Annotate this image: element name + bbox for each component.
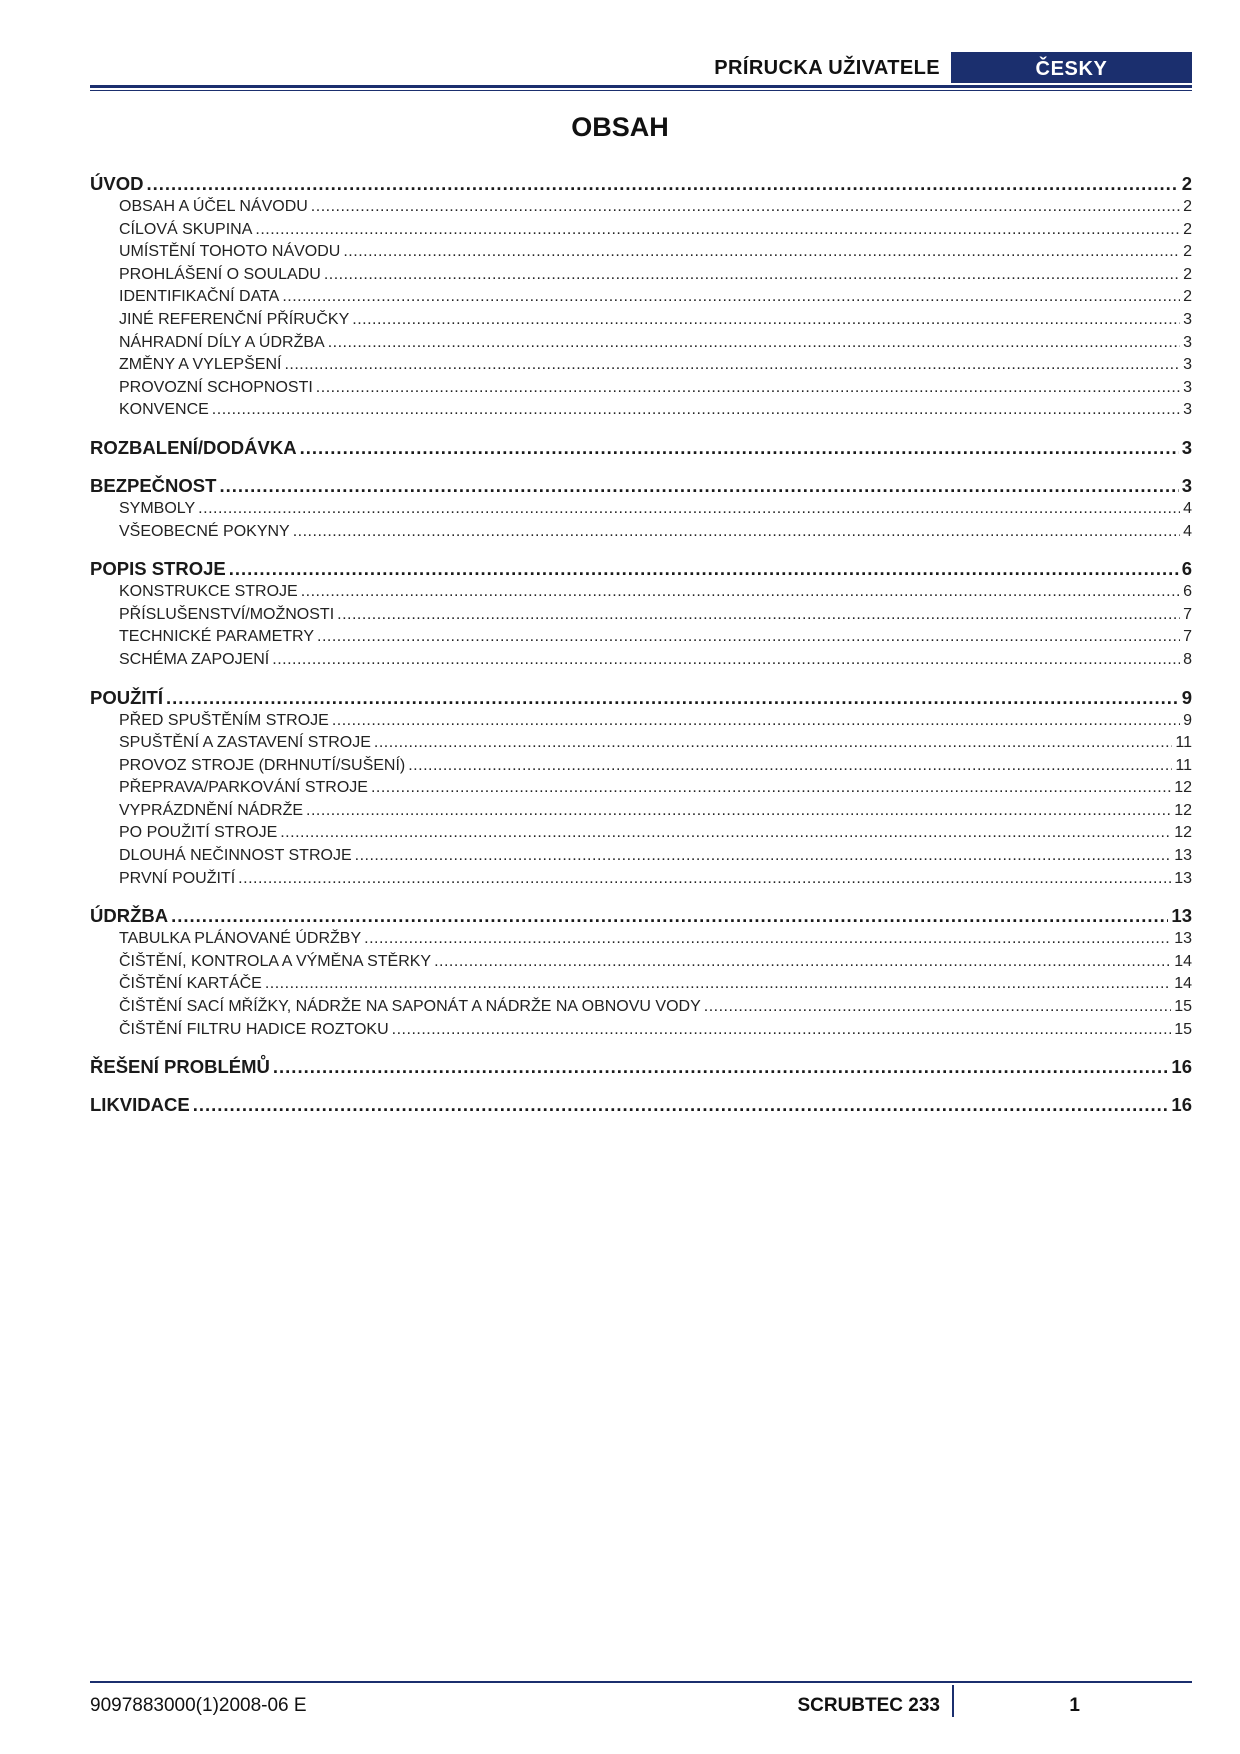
toc-section — [90, 686, 1192, 891]
toc-leader-dots — [272, 649, 1180, 672]
toc-subsection-page: 14 — [1174, 975, 1192, 993]
model-name: SCRUBTEC 233 — [797, 1695, 940, 1716]
toc-subsection-entry[interactable] — [90, 219, 1192, 242]
toc-chapter-title: POUŽITÍ — [90, 686, 163, 708]
toc-subsection-title: PRVNÍ POUŽITÍ — [119, 869, 236, 887]
toc-leader-dots — [282, 286, 1180, 309]
toc-subsection-page: 2 — [1183, 198, 1192, 215]
toc-leader-dots — [355, 845, 1172, 868]
toc-subsection-title: ČIŠTĚNÍ SACÍ MŘÍŽKY, NÁDRŽE NA SAPONÁT A NÁDRŽE NA OBNOVU VODY — [119, 998, 701, 1016]
toc-leader-dots — [328, 332, 1180, 355]
toc-section — [90, 557, 1192, 671]
toc-chapter-entry[interactable] — [90, 1093, 1192, 1117]
toc-subsection-entry[interactable] — [90, 996, 1192, 1019]
toc-leader-dots — [392, 1019, 1172, 1042]
toc-subsection-entry[interactable] — [90, 951, 1192, 974]
toc-chapter-title: POPIS STROJE — [90, 558, 226, 580]
toc-leader-dots — [434, 951, 1171, 974]
toc-chapter-page: 16 — [1171, 1094, 1192, 1116]
toc-leader-dots — [300, 436, 1179, 460]
toc-leader-dots — [284, 354, 1180, 377]
toc-subsection-page: 3 — [1183, 401, 1192, 419]
toc-subsection-entry[interactable] — [90, 822, 1192, 845]
toc-leader-dots — [238, 868, 1171, 891]
toc-subsection-entry[interactable] — [90, 286, 1192, 309]
footer-divider — [90, 1681, 1192, 1683]
toc-subsection-entry[interactable] — [90, 399, 1192, 422]
toc-leader-dots — [193, 1093, 1169, 1117]
toc-subsection-entry[interactable] — [90, 1019, 1192, 1042]
toc-subsection-title: ČIŠTĚNÍ, KONTROLA A VÝMĚNA STĚRKY — [119, 952, 432, 970]
toc-subsection-page: 6 — [1183, 583, 1192, 601]
toc-leader-dots — [311, 196, 1180, 219]
toc-leader-dots — [301, 581, 1180, 604]
toc-chapter-entry[interactable] — [90, 557, 1192, 581]
toc-subsection-page: 2 — [1183, 243, 1192, 261]
toc-subsection-page: 13 — [1174, 869, 1192, 887]
toc-subsection-title: ZMĚNY A VYLEPŠENÍ — [119, 356, 282, 374]
toc-subsection-entry[interactable] — [90, 264, 1192, 287]
toc-subsection-title: VYPRÁZDNĚNÍ NÁDRŽE — [119, 801, 304, 819]
toc-subsection-entry[interactable] — [90, 928, 1192, 951]
toc-chapter-entry[interactable] — [90, 474, 1192, 498]
toc-subsection-title: UMÍSTĚNÍ TOHOTO NÁVODU — [119, 243, 341, 261]
toc-subsection-page: 13 — [1174, 847, 1192, 865]
toc-subsection-title: PROVOZNÍ SCHOPNOSTI — [119, 378, 313, 396]
toc-subsection-entry[interactable] — [90, 521, 1192, 544]
toc-subsection-title: TABULKA PLÁNOVANÉ ÚDRŽBY — [119, 930, 362, 948]
toc-leader-dots — [408, 755, 1172, 778]
toc-subsection-title: CÍLOVÁ SKUPINA — [119, 220, 253, 238]
toc-subsection-page: 15 — [1174, 1020, 1192, 1038]
page-header — [90, 52, 1192, 92]
toc-subsection-page: 4 — [1183, 522, 1192, 540]
toc-leader-dots — [293, 521, 1180, 544]
toc-subsection-title: SCHÉMA ZAPOJENÍ — [119, 650, 270, 668]
toc-subsection-entry[interactable] — [90, 755, 1192, 778]
toc-chapter-page: 3 — [1181, 436, 1192, 458]
toc-subsection-entry[interactable] — [90, 354, 1192, 377]
toc-subsection-entry[interactable] — [90, 710, 1192, 733]
toc-leader-dots — [265, 973, 1171, 996]
toc-leader-dots — [371, 777, 1171, 800]
toc-leader-dots — [306, 800, 1171, 823]
toc-leader-dots — [332, 710, 1180, 733]
toc-subsection-entry[interactable] — [90, 377, 1192, 400]
toc-chapter-title: BEZPEČNOST — [90, 474, 217, 496]
toc-subsection-page: 8 — [1183, 650, 1192, 668]
toc-subsection-page: 11 — [1175, 756, 1192, 774]
toc-subsection-entry[interactable] — [90, 581, 1192, 604]
toc-subsection-title: NÁHRADNÍ DÍLY A ÚDRŽBA — [119, 333, 325, 351]
toc-subsection-page: 12 — [1174, 801, 1192, 819]
toc-chapter-entry[interactable] — [90, 172, 1192, 196]
toc-subsection-title: JINÉ REFERENČNÍ PŘÍRUČKY — [119, 310, 350, 328]
toc-leader-dots — [171, 904, 1168, 928]
toc-subsection-entry[interactable] — [90, 332, 1192, 355]
toc-subsection-entry[interactable] — [90, 604, 1192, 627]
toc-chapter-entry[interactable] — [90, 686, 1192, 710]
toc-subsection-page: 3 — [1183, 310, 1192, 328]
toc-subsection-title: KONVENCE — [119, 401, 209, 419]
toc-subsection-entry[interactable] — [90, 868, 1192, 891]
toc-leader-dots — [316, 377, 1180, 400]
toc-leader-dots — [146, 172, 1178, 196]
toc-subsection-title: PŘEPRAVA/PARKOVÁNÍ STROJE — [119, 779, 368, 797]
toc-subsection-title: TECHNICKÉ PARAMETRY — [119, 628, 314, 646]
toc-subsection-entry[interactable] — [90, 732, 1192, 755]
document-code: 9097883000(1)2008-06 E — [90, 1695, 307, 1716]
toc-leader-dots — [219, 474, 1178, 498]
toc-chapter-page: 9 — [1181, 686, 1192, 708]
toc-subsection-entry[interactable] — [90, 626, 1192, 649]
toc-subsection-page: 12 — [1174, 779, 1192, 797]
toc-chapter-title: LIKVIDACE — [90, 1094, 190, 1116]
toc-chapter-title: ŘEŠENÍ PROBLÉMŮ — [90, 1056, 270, 1078]
toc-subsection-page: 15 — [1174, 998, 1192, 1016]
toc-subsection-page: 4 — [1183, 499, 1192, 517]
toc-chapter-page: 2 — [1181, 173, 1192, 194]
toc-leader-dots — [704, 996, 1171, 1019]
header-divider — [90, 85, 1192, 88]
toc-subsection-page: 14 — [1174, 952, 1192, 970]
toc-subsection-title: DLOUHÁ NEČINNOST STROJE — [119, 847, 352, 865]
toc-subsection-page: 9 — [1183, 711, 1192, 729]
toc-subsection-title: PŘÍSLUŠENSTVÍ/MOŽNOSTI — [119, 605, 335, 623]
toc-subsection-page: 3 — [1183, 333, 1192, 351]
toc-chapter-page: 6 — [1181, 558, 1192, 580]
toc-subsection-page: 12 — [1174, 824, 1192, 842]
toc-subsection-title: PO POUŽITÍ STROJE — [119, 824, 278, 842]
toc-leader-dots — [317, 626, 1180, 649]
toc-subsection-page: 3 — [1183, 378, 1192, 396]
table-of-contents — [90, 172, 1192, 1131]
toc-leader-dots — [212, 399, 1180, 422]
toc-leader-dots — [255, 219, 1180, 242]
toc-subsection-entry[interactable] — [90, 777, 1192, 800]
toc-leader-dots — [166, 686, 1179, 710]
toc-chapter-title: ROZBALENÍ/DODÁVKA — [90, 436, 297, 458]
toc-section — [90, 1093, 1192, 1117]
toc-subsection-page: 2 — [1183, 220, 1192, 238]
page-footer — [90, 1681, 1192, 1721]
toc-subsection-page: 13 — [1174, 930, 1192, 948]
toc-leader-dots — [374, 732, 1172, 755]
toc-section — [90, 172, 1192, 422]
toc-leader-dots — [364, 928, 1171, 951]
toc-subsection-title: IDENTIFIKAČNÍ DATA — [119, 288, 280, 306]
toc-subsection-title: VŠEOBECNÉ POKYNY — [119, 522, 290, 540]
header-divider-thin — [90, 90, 1192, 91]
toc-leader-dots — [280, 822, 1171, 845]
toc-chapter-page: 13 — [1171, 905, 1192, 927]
toc-subsection-entry[interactable] — [90, 973, 1192, 996]
toc-subsection-title: PROVOZ STROJE (DRHNUTÍ/SUŠENÍ) — [119, 756, 406, 774]
toc-chapter-page: 3 — [1181, 474, 1192, 496]
toc-leader-dots — [198, 498, 1180, 521]
footer-vertical-divider — [952, 1685, 954, 1717]
toc-leader-dots — [343, 241, 1180, 264]
toc-section — [90, 436, 1192, 460]
toc-subsection-entry[interactable] — [90, 309, 1192, 332]
toc-leader-dots — [337, 604, 1180, 627]
toc-section — [90, 1055, 1192, 1079]
toc-subsection-entry[interactable] — [90, 800, 1192, 823]
toc-subsection-title: ČIŠTĚNÍ KARTÁČE — [119, 975, 262, 993]
toc-leader-dots — [229, 557, 1179, 581]
toc-leader-dots — [352, 309, 1180, 332]
toc-subsection-title: KONSTRUKCE STROJE — [119, 583, 298, 601]
toc-subsection-page: 2 — [1183, 288, 1192, 306]
toc-subsection-page: 7 — [1183, 628, 1192, 646]
page-title: OBSAH — [571, 112, 669, 142]
toc-chapter-entry[interactable] — [90, 904, 1192, 928]
toc-section — [90, 904, 1192, 1041]
toc-chapter-title: ÚDRŽBA — [90, 905, 169, 927]
page-number: 1 — [1069, 1695, 1080, 1716]
language-badge: ČESKY — [951, 52, 1192, 83]
toc-subsection-entry[interactable] — [90, 845, 1192, 868]
manual-label: PRÍRUCKA UŽIVATELE — [714, 57, 940, 79]
toc-leader-dots — [273, 1055, 1169, 1079]
toc-chapter-title: ÚVOD — [90, 173, 144, 194]
toc-leader-dots — [324, 264, 1180, 287]
toc-subsection-entry[interactable] — [90, 241, 1192, 264]
toc-subsection-title: PŘED SPUŠTĚNÍM STROJE — [119, 711, 329, 729]
toc-subsection-entry[interactable] — [90, 196, 1192, 219]
toc-subsection-title: OBSAH A ÚČEL NÁVODU — [119, 198, 308, 215]
toc-subsection-page: 11 — [1175, 734, 1192, 752]
toc-chapter-page: 16 — [1171, 1056, 1192, 1078]
toc-subsection-entry[interactable] — [90, 498, 1192, 521]
toc-chapter-entry[interactable] — [90, 436, 1192, 460]
toc-subsection-page: 3 — [1183, 356, 1192, 374]
toc-subsection-title: SYMBOLY — [119, 499, 196, 517]
toc-subsection-page: 7 — [1183, 605, 1192, 623]
toc-subsection-entry[interactable] — [90, 649, 1192, 672]
toc-subsection-title: PROHLÁŠENÍ O SOULADU — [119, 265, 321, 283]
toc-subsection-page: 2 — [1183, 265, 1192, 283]
toc-subsection-title: ČIŠTĚNÍ FILTRU HADICE ROZTOKU — [119, 1020, 389, 1038]
toc-chapter-entry[interactable] — [90, 1055, 1192, 1079]
toc-section — [90, 474, 1192, 543]
toc-subsection-title: SPUŠTĚNÍ A ZASTAVENÍ STROJE — [119, 734, 371, 752]
